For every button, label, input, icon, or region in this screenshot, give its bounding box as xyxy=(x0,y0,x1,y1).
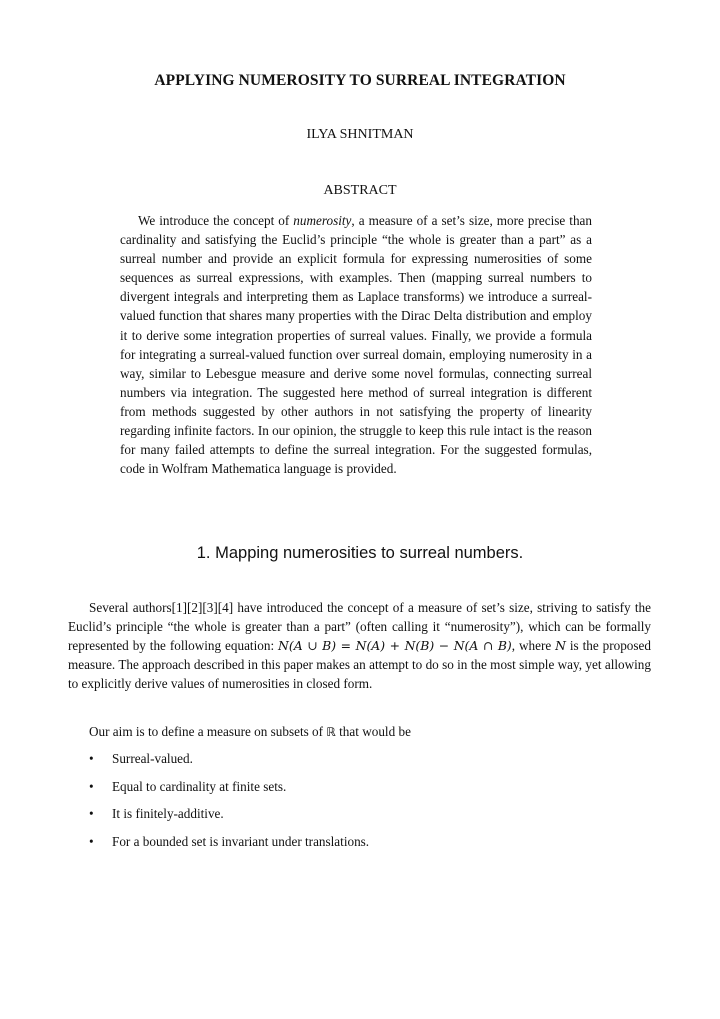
section-paragraph-1 xyxy=(68,598,651,693)
bullet-icon: • xyxy=(89,751,94,766)
para1-before: Several authors[1][2][3][4] have introduced the concept of a measure of set’s size, striving to satisfy the Euclid’s principle “the whole is greater than a part” (often calling it “numerosity”), which can be formally represented by the following equation: xyxy=(68,600,651,654)
properties-list xyxy=(68,749,369,859)
abstract-text xyxy=(120,211,592,478)
list-item-text: For a bounded set is invariant under translations. xyxy=(112,833,370,849)
author-name: ILYA SHNITMAN xyxy=(306,127,414,142)
section-heading: 1. Mapping numerosities to surreal numbers. xyxy=(196,544,524,562)
list-item-text: Surreal-valued. xyxy=(112,751,193,766)
paper-title: APPLYING NUMEROSITY TO SURREAL INTEGRATION xyxy=(154,72,566,89)
list-item xyxy=(68,749,369,777)
abstract-text-part2: , a measure of a set’s size, more precise than cardinality and satisfying the Euclid’s principle “the whole is greater than a part” as a surreal number and provide an explicit formula for expressing numerosities of some sequences as surreal expressions, with examples. Then (mapping surreal numbers to divergent integrals and interpreting them as Laplace transforms) we introduce a surreal-valued function that shares many properties with the Dirac Delta distribution and employ it to derive some integration properties of surreal values. Finally, we provide a formula for integrating a surreal-valued function over surreal domain, employing numerosity in a way, similar to Lebesgue measure and derive some novel formulas, connecting surreal numbers via integration. The suggested here method of surreal integration is different from methods suggested by other authors in not satisfying the property of linearity regarding infinite factors. In our opinion, the struggle to keep this rule intact is the reason for many failed attempts to define the surreal integration. For the suggested formulas, code in Wolfram Mathematica language is provided. xyxy=(120,213,592,477)
list-item-text: It is finitely-additive. xyxy=(112,806,224,822)
measure-variable: N xyxy=(555,638,566,654)
inclusion-exclusion-equation: N(A ∪ B) = N(A) + N(B) − N(A ∩ B) xyxy=(278,638,512,654)
list-item-text: Equal to cardinality at finite sets. xyxy=(112,778,287,794)
bullet-icon: • xyxy=(89,778,94,794)
para1-after: is the proposed measure. The approach described in this paper makes an attempt to do so in the most simple way, yet allowing to explicitly derive values of numerosities in closed form. xyxy=(68,638,651,692)
list-item xyxy=(68,804,369,832)
abstract-heading: ABSTRACT xyxy=(323,183,397,198)
para2-after: that would be xyxy=(335,724,411,739)
list-item xyxy=(68,777,369,805)
abstract-text-part1: We introduce the concept of xyxy=(138,213,294,228)
bullet-icon: • xyxy=(89,806,94,822)
section-paragraph-2 xyxy=(68,722,651,742)
para2-before: Our aim is to define a measure on subsets of xyxy=(89,724,327,739)
reals-symbol: ℝ xyxy=(326,725,336,739)
bullet-icon: • xyxy=(89,833,94,849)
para1-mid: , where xyxy=(511,638,556,654)
abstract-emphasis: numerosity xyxy=(293,213,352,228)
list-item xyxy=(68,832,369,860)
